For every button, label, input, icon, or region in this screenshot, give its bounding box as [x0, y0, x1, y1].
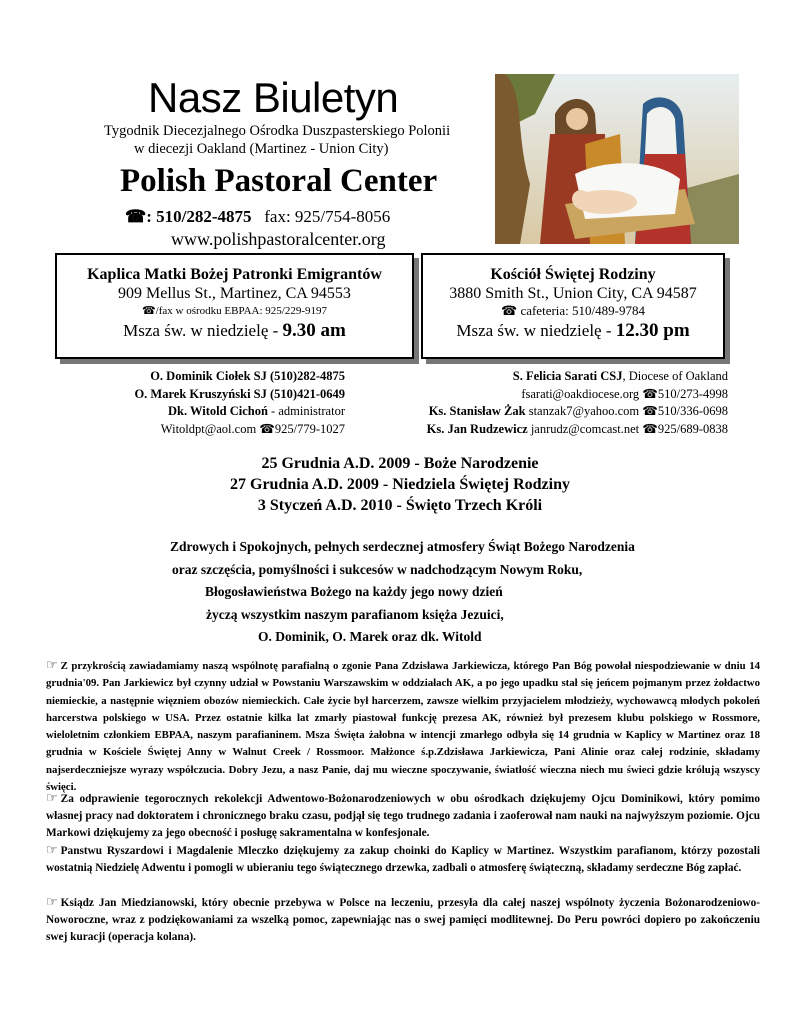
wish-line: O. Dominik, O. Marek oraz dk. Witold	[258, 629, 482, 644]
church-union-city-address: 3880 Smith St., Union City, CA 94587	[449, 285, 697, 302]
clergy-info: , Diocese of Oakland	[622, 369, 728, 383]
mass-label: Msza św. w niedzielę -	[123, 321, 283, 340]
clergy-row	[90, 421, 345, 439]
clergy-info: - administrator	[267, 404, 345, 418]
announcement-christmas-tree	[46, 841, 760, 877]
feast-days	[160, 453, 640, 516]
subtitle-line-1: Tygodnik Diecezjalnego Ośrodka Duszpasterskiego Polonii	[104, 123, 451, 139]
mass-label: Msza św. w niedzielę -	[456, 321, 616, 340]
fax-number: fax: 925/754-8056	[264, 207, 391, 226]
mass-time: 9.30 am	[282, 320, 346, 341]
announcement-obituary	[46, 656, 760, 796]
clergy-contact[interactable]: janrudz@comcast.net ☎925/689-0838	[527, 421, 728, 436]
clergy-name: S. Felicia Sarati CSJ	[512, 369, 623, 383]
wish-line: Błogosławieństwa Bożego na każdy jego nowy dzień	[205, 584, 503, 599]
clergy-name: Ks. Stanisław Żak	[428, 404, 526, 418]
clergy-name: O. Marek Kruszyński SJ (510)421-0649	[134, 386, 345, 401]
clergy-contact[interactable]: Witoldpt@aol.com ☎925/779-1027	[160, 421, 345, 436]
phone-number: : 510/282-4875	[146, 207, 252, 226]
clergy-row	[90, 403, 345, 421]
feast-day: 3 Styczeń A.D. 2010 - Święto Trzech Króli	[257, 497, 543, 514]
pointing-hand-icon: ☞	[46, 790, 58, 805]
pointing-hand-icon: ☞	[46, 657, 58, 672]
chapel-martinez-mass	[57, 319, 412, 343]
feast-day: 27 Grudnia A.D. 2009 - Niedziela Świętej Rodziny	[230, 476, 570, 493]
announcement-text: Za odprawienie tegorocznych rekolekcji Adwentowo-Bożonarodzeniowych w obu ośrodkach dziękujemy Ojcu Dominikowi, który pomimo własnej pracy nad doktoratem i chronicznego braku czasu, podjął się tego trudnego zadania i zaoferował nam nauki na najwyższym poziomie. Ojcu Markowi dziękujemy za jego obecność i posługę sakramentalna w konfesjonale.	[46, 793, 760, 840]
clergy-row	[90, 368, 345, 386]
contact-phones	[125, 207, 390, 227]
clergy-row	[90, 386, 345, 404]
clergy-name: O. Dominik Ciołek SJ (510)282-4875	[150, 369, 345, 383]
bulletin-title: Nasz Biuletyn	[148, 74, 399, 121]
website-link[interactable]: www.polishpastoralcenter.org	[171, 229, 386, 249]
church-union-city-name: Kościół Świętej Rodziny	[490, 266, 656, 283]
church-union-city-cafeteria: ☎ cafeteria: 510/489-9784	[501, 303, 645, 318]
announcement-fr-jan	[46, 893, 760, 947]
clergy-list-left	[90, 368, 345, 438]
announcement-text: Z przykrością zawiadamiamy naszą wspólnotę parafialną o zgonie Pana Zdzisława Jarkiewicza, którego Pan Bóg powołał niespodziewanie w dniu 14 grudnia'09. Pan Jarkiewicz był czynny udział w Powstaniu Warszawskim w oddziałach AK, a po jego upadku stał się jeńcem pojmanym przez żołdactwo niemieckie, a następnie więzniem obozów niemieckich. Całe życie był harcerzem, zawsze wielkim przyjacielem młodzieży, wychowawcą młodych pokoleń harcerstwa polskiego w USA. Przez ostatnie kilka lat zmarły piastował funkcję prezesa AK, również był prezesem klubu polskiego w Rossmore, wieloletnim członkiem EBPAA, naszym parafianinem. Msza Święta żałobna w intencji zmarłego odbyła się 14 grudnia w Kaplicy w Martinez oraz 18 grudnia w Kościele Świętej Anny w Walnut Creek / Rossmoor. Małżonce ś.p.Zdzisława Jarkiewicza, Pani Alinie oraz całej rodzinie, składamy najserdeczniejsze wyrazy współczucia. Dobry Jezu, a nasz Panie, daj mu wieczne spoczywanie, światłość wieczna niech mu świeci gdzie królują wszyscy święci.	[46, 660, 760, 794]
feast-day: 25 Grudnia A.D. 2009 - Boże Narodzenie	[261, 455, 539, 472]
chapel-martinez-address: 909 Mellus St., Martinez, CA 94553	[118, 285, 351, 302]
subtitle-line-2: w diecezji Oakland (Martinez - Union City)	[134, 141, 389, 157]
church-union-city-mass	[423, 319, 723, 343]
clergy-contact[interactable]: stanzak7@yahoo.com ☎510/336-0698	[525, 404, 728, 418]
clergy-name: Ks. Jan Rudzewicz	[426, 421, 528, 436]
church-union-city-box	[421, 253, 725, 359]
chapel-martinez-fax: ☎/fax w ośrodku EBPAA: 925/229-9197	[141, 305, 328, 317]
clergy-contact[interactable]: fsarati@oakdiocese.org ☎510/273-4998	[521, 386, 728, 401]
clergy-list-right	[390, 368, 728, 438]
chapel-martinez-box	[55, 253, 414, 359]
holy-family-image	[495, 74, 739, 244]
wish-line: oraz szczęścia, pomyślności i sukcesów w nadchodzącym Nowym Roku,	[172, 561, 583, 577]
clergy-name: Dk. Witold Cichoń	[168, 404, 268, 418]
clergy-row	[390, 368, 728, 386]
announcement-retreat	[46, 789, 760, 843]
pointing-hand-icon: ☞	[46, 894, 58, 909]
phone-icon: ☎	[125, 207, 147, 226]
center-name: Polish Pastoral Center	[120, 163, 438, 199]
wish-line: Zdrowych i Spokojnych, pełnych serdecznej atmosfery Świąt Bożego Narodzenia	[170, 539, 635, 554]
announcement-text: Panstwu Ryszardowi i Magdalenie Mleczko dziękujemy za zakup choinki do Kaplicy w Martinez. Wszystkim parafianom, którzy pozostali wostatnią Niedzielę Adwentu i pomogli w ubieraniu tego świątecznego drzewka, zadbali o atmosferę świąteczną, składamy serdeczne Bóg zapłać.	[46, 845, 760, 875]
clergy-row	[390, 386, 728, 404]
mass-time: 12.30 pm	[615, 320, 690, 341]
chapel-martinez-name: Kaplica Matki Bożej Patronki Emigrantów	[87, 266, 382, 283]
clergy-row	[390, 421, 728, 439]
clergy-row	[390, 403, 728, 421]
wish-line: życzą wszystkim naszym parafianom księża Jezuici,	[206, 606, 504, 622]
christmas-wishes	[160, 536, 720, 649]
announcement-text: Ksiądz Jan Miedzianowski, który obecnie przebywa w Polsce na leczeniu, przesyła dla całej naszej wspólnoty życzenia Bożonarodzeniowo-Noworoczne, wraz z podziękowaniami za wszelką pomoc, zapewniając nas o swej pamięci modlitewnej. Do Peru powróci dopiero po zakończeniu swej kuracji (operacja kolana).	[46, 897, 760, 944]
pointing-hand-icon: ☞	[46, 842, 58, 857]
